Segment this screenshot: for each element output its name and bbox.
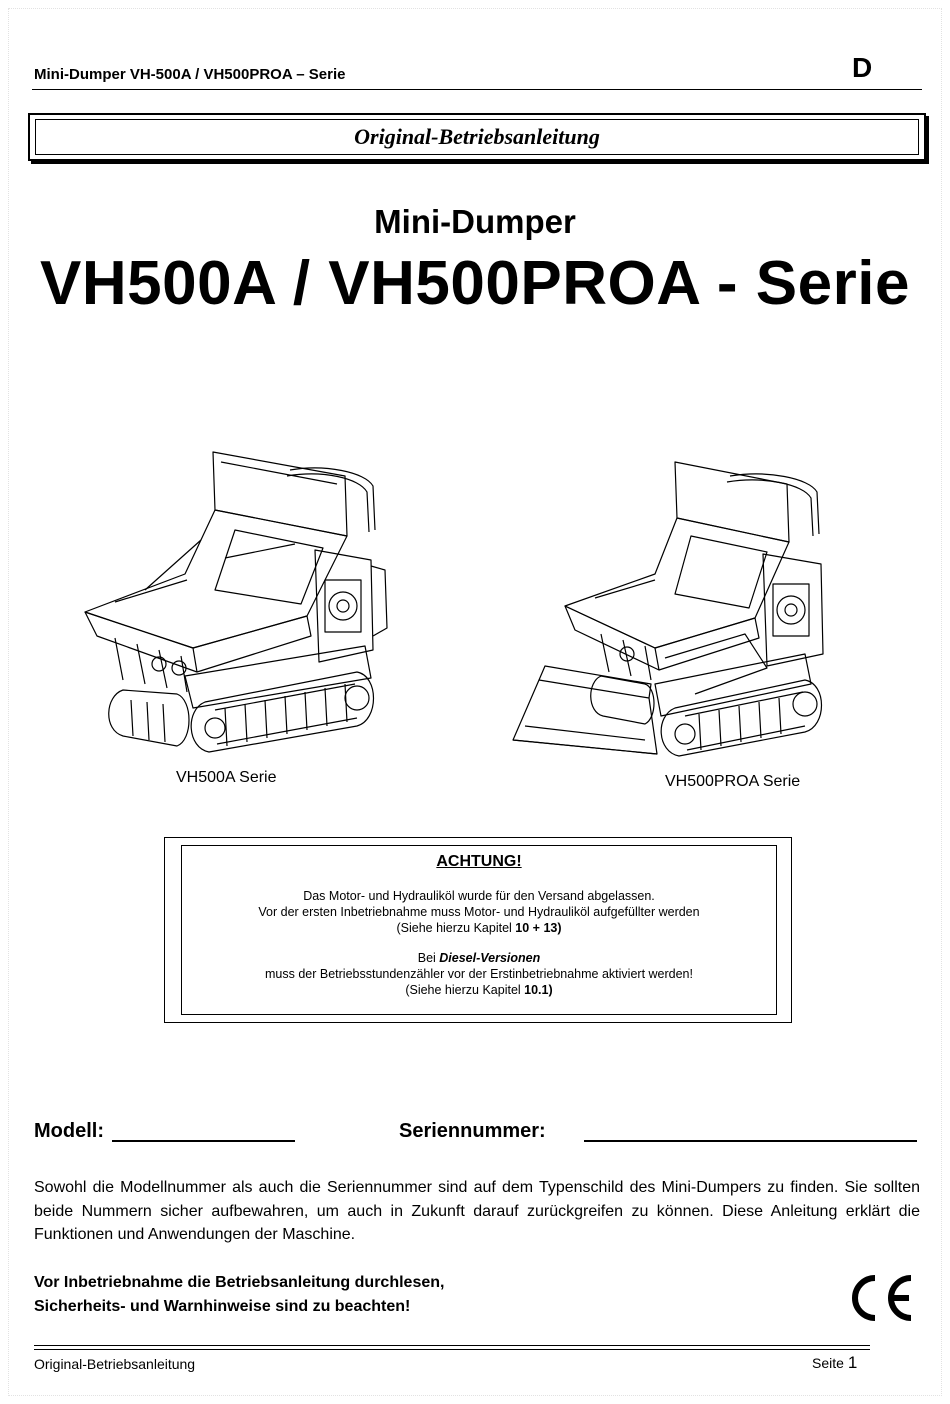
- manual-banner-text: Original-Betriebsanleitung: [354, 124, 600, 149]
- notice-box-inner: [181, 845, 777, 1015]
- language-code: D: [852, 52, 873, 83]
- serial-number-label: Seriennummer:: [399, 1120, 546, 1142]
- model-fill-line: [112, 1140, 295, 1142]
- notice-line: muss der Betriebsstundenzähler vor der Erstinbetriebnahme aktiviert werden!: [265, 967, 693, 981]
- safety-warning-line: Sicherheits- und Warnhinweise sind zu beachten!: [34, 1298, 411, 1315]
- notice-heading: ACHTUNG!: [436, 853, 522, 870]
- notice-line: [182, 950, 776, 966]
- notice-line: [182, 920, 776, 936]
- vh500proa-caption: VH500PROA Serie: [665, 773, 801, 790]
- footer-rule: [34, 1349, 870, 1350]
- manual-banner-inner: [35, 119, 919, 155]
- safety-warning: [34, 1271, 444, 1319]
- page-label: Seite: [812, 1355, 844, 1371]
- notice-text: Bei: [417, 951, 440, 965]
- footer-rule: [34, 1345, 870, 1346]
- notice-line: Vor der ersten Inbetriebnahme muss Motor- und Hydrauliköl aufgefüllter werden: [258, 905, 700, 919]
- manual-banner: [28, 113, 926, 161]
- vh500a-caption: VH500A Serie: [176, 769, 277, 786]
- footer-document-name: Original-Betriebsanleitung: [34, 1356, 196, 1372]
- diesel-emphasis: Diesel-Versionen: [439, 951, 541, 965]
- notice-text: (Siehe hierzu Kapitel: [405, 983, 525, 997]
- notice-line: [182, 982, 776, 998]
- document-title: VH500A / VH500PROA - Serie: [40, 249, 910, 318]
- intro-paragraph: Sowohl die Modellnummer als auch die Seriennummer sind auf dem Typenschild des Mini-Dumpers zu finden. Sie sollten beide Nummern sicher aufbewahren, um auch in Zukunft darauf zurückgreifen zu können. Diese Anleitung erklärt die Funktionen und Anwendungen der Maschine.: [34, 1179, 920, 1243]
- vh500a-illustration: [75, 440, 395, 760]
- page-number: 1: [847, 1353, 858, 1372]
- header-title: Mini-Dumper VH-500A / VH500PROA – Serie: [34, 66, 346, 83]
- ce-mark-icon: [845, 1270, 917, 1326]
- footer-page: [812, 1353, 857, 1373]
- header-rule: [32, 89, 922, 90]
- safety-warning-line: Vor Inbetriebnahme die Betriebsanleitung durchlesen,: [34, 1274, 445, 1291]
- notice-text: (Siehe hierzu Kapitel: [396, 921, 516, 935]
- notice-line: Das Motor- und Hydrauliköl wurde für den Versand abgelassen.: [303, 889, 655, 903]
- chapter-reference: 10.1): [524, 983, 553, 997]
- chapter-reference: 10 + 13): [515, 921, 562, 935]
- notice-box: [164, 837, 792, 1023]
- document-subtitle: Mini-Dumper: [374, 203, 576, 240]
- model-label: Modell:: [34, 1120, 104, 1142]
- serial-number-fill-line: [584, 1140, 917, 1142]
- vh500proa-illustration: [505, 458, 845, 758]
